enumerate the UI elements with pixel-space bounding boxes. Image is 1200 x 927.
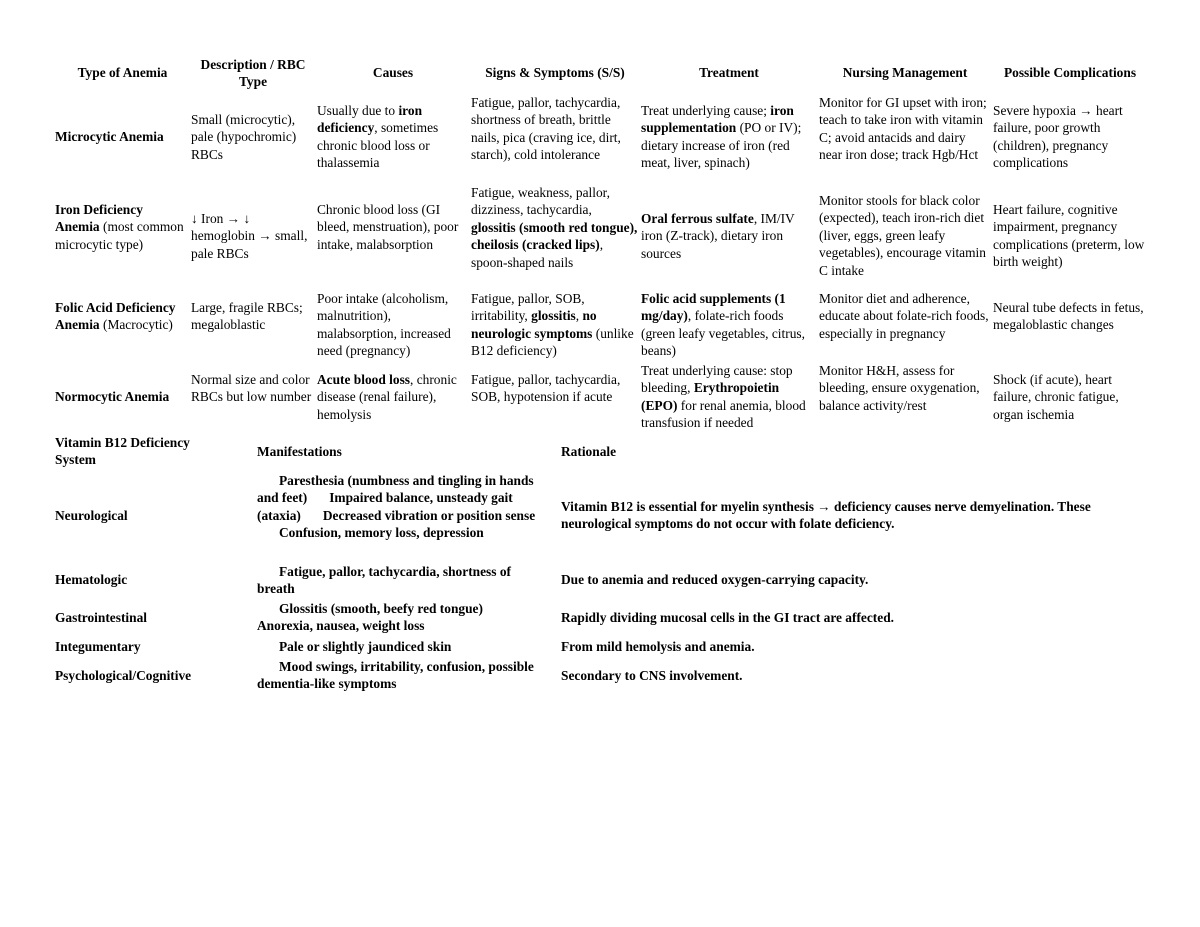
row-iron-deficiency-description (191, 210, 315, 262)
header-type: Type of Anemia (77, 65, 168, 80)
text: for renal anemia, blood transfusion if needed (641, 397, 806, 431)
text: Monitor for GI upset with iron; teach to take iron with vitamin C; avoid antacids and dairy near iron dose; track Hgb/Hct (819, 95, 987, 163)
b12-rationale-hematologic: Due to anemia and reduced oxygen-carrying capacity. (561, 572, 869, 587)
text: Small (microcytic), pale (hypochromic) RBCs (191, 112, 297, 162)
manifestation-item: Decreased vibration or position sense (322, 507, 536, 523)
row-normocytic-complications (993, 371, 1147, 423)
row-normocytic-description (191, 371, 317, 406)
header-signs: Signs & Symptoms (S/S) (485, 65, 625, 80)
text: Monitor H&H, assess for bleeding, ensure oxygenation, balance activity/rest (819, 363, 980, 413)
text: ↓ Iron → ↓ hemoglobin → small, pale RBCs (191, 211, 308, 261)
b12-system-hematologic: Hematologic (55, 572, 128, 587)
row-folic-acid-nursing (819, 290, 991, 342)
text: Normal size and color RBCs but low number (191, 372, 312, 405)
text: Fatigue, pallor, SOB, irritability, (471, 291, 585, 324)
bold-text: Folic acid supplements (1 mg/day) (641, 291, 786, 324)
row-iron-deficiency-complications (993, 201, 1147, 271)
text: Usually due to (317, 103, 399, 118)
manifestation-item: Confusion, memory loss, depression (279, 525, 484, 541)
bold-text: glossitis (smooth red tongue), cheilosis (cracked lips) (471, 219, 638, 253)
bold-text: glossitis (531, 308, 576, 324)
bold-text: Oral ferrous sulfate (641, 211, 754, 226)
text: , (575, 308, 583, 324)
text: (unlike B12 deficiency) (471, 325, 634, 359)
header-nursing: Nursing Management (842, 65, 968, 80)
header-complications: Possible Complications (1003, 65, 1137, 80)
row-microcytic-nursing (819, 94, 991, 164)
bold-text: Erythropoietin (EPO) (641, 380, 780, 413)
manifestation-item: Fatigue, pallor, tachycardia, shortness of breath (257, 564, 511, 597)
text: Fatigue, pallor, tachycardia, SOB, hypotension if acute (471, 372, 621, 405)
manifestation-item: Pale or slightly jaundiced skin (279, 639, 452, 654)
row-microcytic-description (191, 111, 315, 163)
text: Treat underlying cause; (641, 103, 771, 118)
text: , folate-rich foods (green leafy vegetables, citrus, beans) (641, 308, 805, 359)
row-microcytic-treatment (641, 102, 817, 172)
bold-text: Acute blood loss (317, 372, 411, 387)
header-description: Description / RBC Type (200, 57, 306, 90)
bold-text: iron supplementation (641, 103, 794, 136)
text: (most common microcytic type) (55, 219, 184, 252)
row-iron-deficiency-treatment (641, 210, 817, 262)
text: (Macrocytic) (99, 317, 173, 333)
b12-header-system: Vitamin B12 Deficiency System (55, 435, 190, 468)
header-treatment: Treatment (699, 65, 759, 80)
manifestation-item: Impaired balance, unsteady gait (ataxia) (257, 490, 513, 523)
text: Shock (if acute), heart failure, chronic fatigue, organ ischemia (993, 372, 1119, 422)
text: Severe hypoxia → heart failure, poor growth (children), pregnancy complications (993, 103, 1123, 171)
b12-system-neurological: Neurological (55, 508, 128, 523)
bold-text: Microcytic Anemia (55, 129, 164, 144)
text: Fatigue, pallor, tachycardia, shortness of breath, brittle nails, pica (craving ice, dirt, starch), cold intolerance (471, 95, 621, 163)
row-normocytic-nursing (819, 362, 991, 414)
b12-header-rationale: Rationale (561, 444, 617, 459)
row-folic-acid-causes (317, 290, 469, 360)
row-microcytic-complications (993, 102, 1147, 172)
row-iron-deficiency-nursing (819, 192, 991, 279)
manifestation-item: Mood swings, irritability, confusion, possible dementia-like symptoms (257, 659, 534, 692)
text: Poor intake (alcoholism, malnutrition), malabsorption, increased need (pregnancy) (317, 291, 451, 359)
header-causes: Causes (372, 65, 414, 80)
bold-text: Normocytic Anemia (55, 389, 170, 404)
text: Fatigue, weakness, pallor, dizziness, tachycardia, (471, 185, 610, 218)
text: Monitor diet and adherence, educate about folate-rich foods, especially in pregnancy (819, 291, 989, 341)
b12-header-manifestations: Manifestations (257, 444, 342, 459)
bold-text: no neurologic symptoms (471, 308, 597, 341)
text: Neural tube defects in fetus, megaloblastic changes (993, 300, 1144, 333)
b12-rationale-gastrointestinal: Rapidly dividing mucosal cells in the GI tract are affected. (561, 610, 895, 625)
b12-rationale-psychological: Secondary to CNS involvement. (561, 668, 743, 683)
row-folic-acid-description (191, 299, 315, 334)
row-microcytic-signs (471, 94, 639, 164)
row-normocytic-treatment (641, 362, 817, 432)
row-normocytic-causes (317, 371, 469, 423)
text: Large, fragile RBCs; megaloblastic (191, 300, 303, 333)
b12-manifestations-hematologic (257, 563, 552, 598)
b12-manifestations-integumentary (257, 638, 552, 655)
manifestation-item: Anorexia, nausea, weight loss (257, 618, 425, 634)
text: Monitor stools for black color (expected), teach iron-rich diet (liver, eggs, green leafy vegetables), encourage vitamin C intake (819, 193, 986, 278)
b12-rationale-neurological: Vitamin B12 is essential for myelin synthesis → deficiency causes nerve demyelination. These neurological symptoms do not occur with folate deficiency. (561, 499, 1091, 532)
manifestation-item: Paresthesia (numbness and tingling in hands and feet) (257, 473, 534, 506)
b12-manifestations-gastrointestinal (257, 600, 552, 635)
b12-system-psychological: Psychological/Cognitive (55, 668, 192, 683)
row-folic-acid-treatment (641, 290, 817, 360)
text: , IM/IV iron (Z-track), dietary iron sources (641, 211, 795, 261)
manifestation-item: Glossitis (smooth, beefy red tongue) (279, 601, 483, 616)
bold-text: Iron Deficiency Anemia (55, 202, 143, 235)
text: , sometimes chronic blood loss or thalassemia (317, 120, 439, 171)
bold-text: iron deficiency (317, 103, 423, 136)
text: Heart failure, cognitive impairment, pregnancy complications (preterm, low birth weight) (993, 202, 1145, 270)
b12-manifestations-neurological (257, 472, 552, 542)
b12-system-gastrointestinal: Gastrointestinal (55, 610, 148, 625)
b12-system-integumentary: Integumentary (55, 639, 141, 654)
b12-rationale-integumentary: From mild hemolysis and anemia. (561, 639, 755, 654)
row-iron-deficiency-type (55, 201, 188, 253)
row-folic-acid-type (55, 299, 188, 334)
text: (PO or IV); dietary increase of iron (red meat, liver, spinach) (641, 120, 802, 171)
text: Chronic blood loss (GI bleed, menstruation), poor intake, malabsorption (317, 202, 459, 252)
row-normocytic-signs (471, 371, 639, 406)
row-folic-acid-signs (471, 290, 639, 360)
row-iron-deficiency-signs (471, 184, 639, 271)
row-iron-deficiency-causes (317, 201, 469, 253)
bold-text: Folic Acid Deficiency Anemia (55, 300, 176, 333)
row-microcytic-causes (317, 102, 469, 172)
row-folic-acid-complications (993, 299, 1147, 334)
text: , chronic disease (renal failure), hemolysis (317, 372, 457, 422)
text: , spoon-shaped nails (471, 237, 604, 270)
b12-manifestations-psychological (257, 658, 552, 693)
row-normocytic-type (55, 388, 191, 405)
text: Treat underlying cause: stop bleeding, (641, 363, 793, 396)
row-microcytic-type (55, 128, 188, 145)
